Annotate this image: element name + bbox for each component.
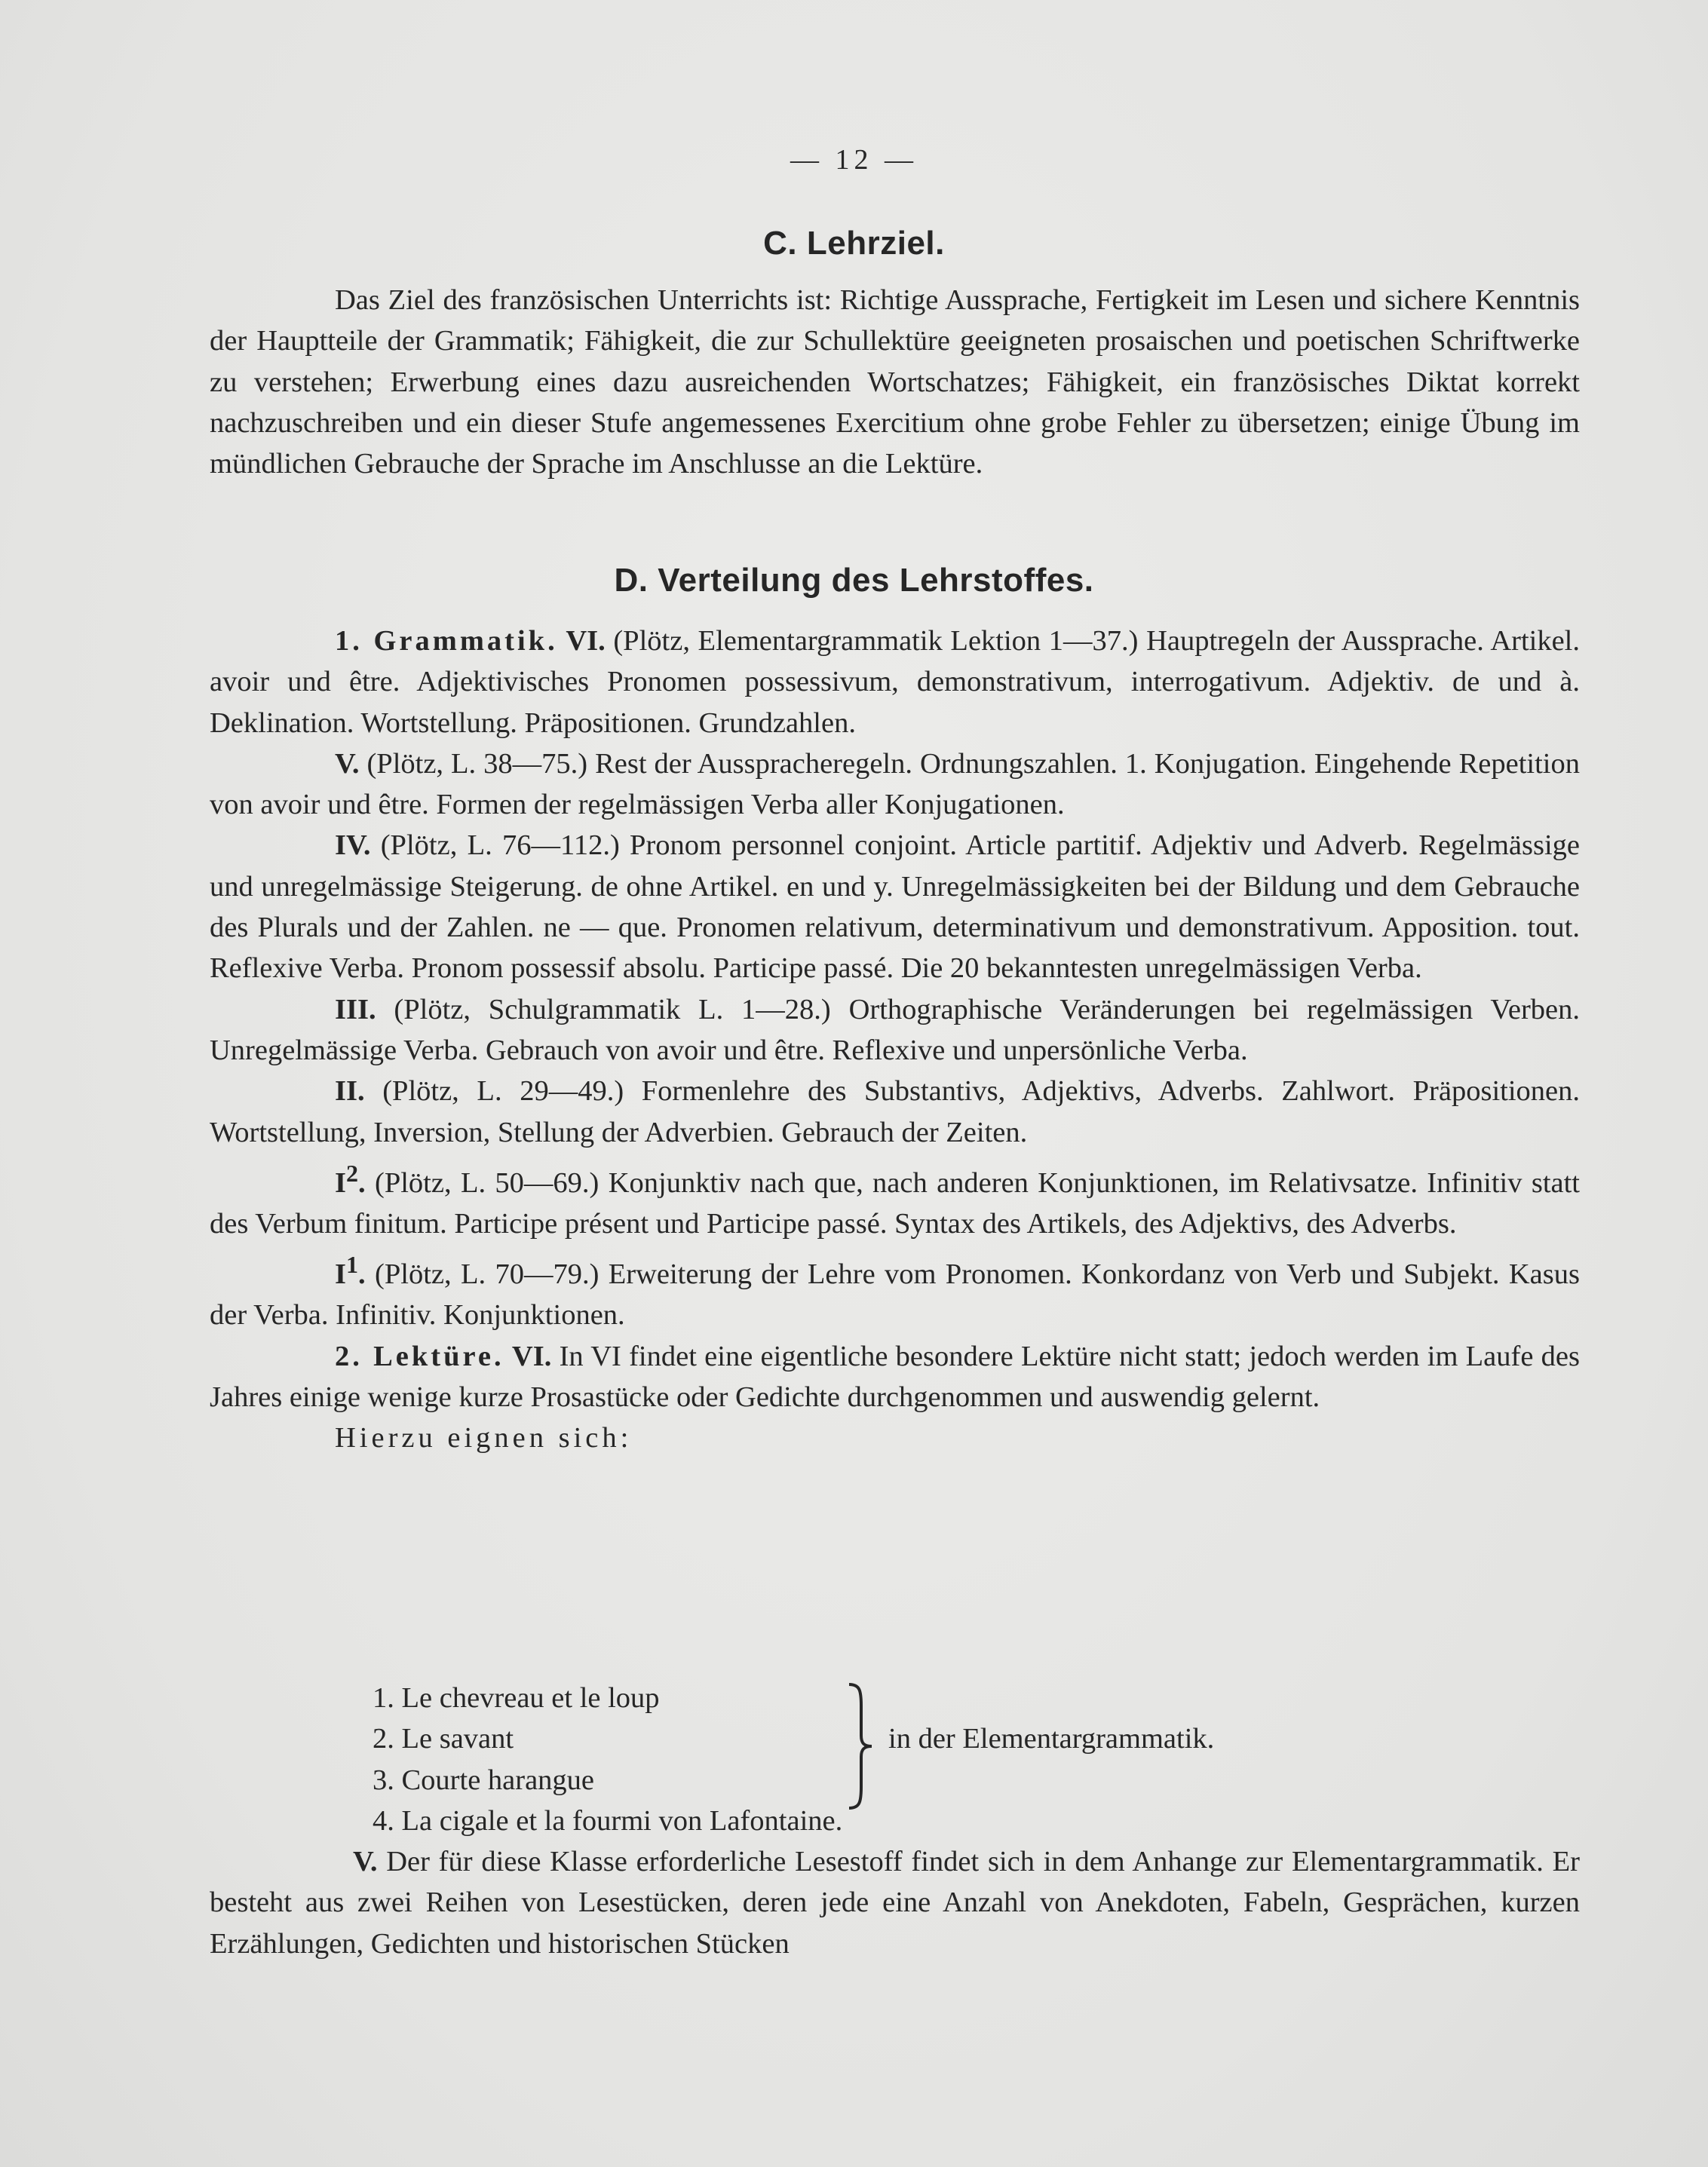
class-label-iii: III. bbox=[335, 993, 376, 1025]
grammatik-class-iv bbox=[210, 825, 1580, 988]
brace-note: in der Elementargrammatik. bbox=[888, 1723, 1215, 1755]
lektuere-class-v bbox=[210, 1841, 1580, 1964]
class-label-i1-suffix: . bbox=[358, 1258, 366, 1291]
class-label-i2-base: I bbox=[335, 1166, 346, 1199]
class-label-i1-sup: 1 bbox=[345, 1251, 359, 1279]
lektuere-class-vi bbox=[210, 1336, 1580, 1418]
section-d-title: D. Verteilung des Lehrstoffes. bbox=[614, 562, 1094, 599]
grammatik-section bbox=[210, 621, 1580, 1459]
lektuere-class-v-block bbox=[210, 1841, 1580, 1964]
lehrziel-paragraph: Das Ziel des französischen Unterrichts ist: Richtige Aussprache, Fertigkeit im Lesen und sichere Kenntnis der Hauptteile der Grammatik; Fähigkeit, die zur Schullektüre geeigneten prosaischen und poetischen Schriftwerke zu verstehen; Erwerbung eines dazu ausreichenden Wortschatzes; Fähigkeit, ein französisches Diktat korrekt nachzuschreiben und ein dieser Stufe angemessenes Exercitium ohne grobe Fehler zu übersetzen; einige Übung im mündlichen Gebrauche der Sprache im Anschlusse an die Lektüre. bbox=[210, 284, 1580, 480]
class-label-i2-sup: 2 bbox=[345, 1159, 359, 1187]
grammatik-class-vi bbox=[210, 621, 1580, 743]
class-label-iv: IV. bbox=[335, 829, 371, 862]
grammatik-class-i2 bbox=[210, 1153, 1580, 1244]
right-brace-icon bbox=[846, 1683, 876, 1810]
class-text-i1: (Plötz, L. 70—79.) Erweiterung der Lehre vom Pronomen. Konkordanz von Verb und Subjekt. Kasus der Verba. Infinitiv. Konjunktionen. bbox=[210, 1258, 1580, 1332]
class-text-i2: (Plötz, L. 50—69.) Konjunktiv nach que, nach anderen Konjunktionen, im Relativsatze. Infinitiv statt des Verbum finitum. Participe présent und Participe passé. Syntax des Artikels, des Adjektivs, des Adverbs. bbox=[210, 1166, 1580, 1240]
list-item: 3. Courte harangue bbox=[373, 1764, 594, 1796]
page-number: — 12 — bbox=[790, 144, 918, 176]
lektuere-label-v: V. bbox=[353, 1846, 378, 1877]
lektuere-text-vi: In VI findet eine eigentliche besondere Lektüre nicht statt; jedoch werden im Laufe des Jahres einige wenige kurze Prosastücke oder Gedichte durchgenommen und auswendig gelernt. bbox=[210, 1340, 1580, 1413]
grammatik-class-iii bbox=[210, 989, 1580, 1071]
grammatik-class-i1 bbox=[210, 1244, 1580, 1335]
class-label-ii: II. bbox=[335, 1075, 365, 1108]
grammatik-class-v bbox=[210, 743, 1580, 826]
grammatik-class-ii bbox=[210, 1071, 1580, 1153]
class-text-vi: (Plötz, Elementargrammatik Lektion 1—37.) Hauptregeln der Aussprache. Artikel. avoir und être. Adjektivisches Pronomen possessivum, demonstrativum, interrogativum. Adjektiv. de und à. Deklination. Wortstellung. Präpositionen. Grundzahlen. bbox=[210, 625, 1580, 739]
class-text-v: (Plötz, L. 38—75.) Rest der Ausspracheregeln. Ordnungszahlen. 1. Konjugation. Eingehende Repetition von avoir und être. Formen der regelmässigen Verba aller Konjugationen. bbox=[210, 747, 1580, 821]
lektuere-list bbox=[373, 1678, 842, 1841]
class-label-vi: VI. bbox=[566, 625, 606, 657]
list-item: 4. La cigale et la fourmi von Lafontaine. bbox=[373, 1804, 843, 1837]
lektuere-label-vi: VI. bbox=[511, 1340, 552, 1372]
class-label-i1 bbox=[335, 1251, 366, 1291]
grammatik-heading: 1. Grammatik. bbox=[335, 625, 558, 657]
lektuere-text-v: Der für diese Klasse erforderliche Lesestoff findet sich in dem Anhange zur Elementargrammatik. Er besteht aus zwei Reihen von Lesestücken, deren jede eine Anzahl von Anekdoten, Fabeln, Gesprächen, kurzen Erzählungen, Gedichten und historischen Stücken bbox=[210, 1846, 1580, 1960]
class-text-iii: (Plötz, Schulgrammatik L. 1—28.) Orthographische Veränderungen bei regelmässigen Verben. Unregelmässige Verba. Gebrauch von avoir und être. Reflexive und unpersönliche Verba. bbox=[210, 993, 1580, 1066]
lektuere-intro: Hierzu eignen sich: bbox=[335, 1422, 633, 1454]
class-label-i2 bbox=[335, 1159, 366, 1199]
list-item: 1. Le chevreau et le loup bbox=[373, 1682, 660, 1714]
lektuere-heading: 2. Lektüre. bbox=[335, 1340, 504, 1372]
class-label-v: V. bbox=[335, 747, 360, 780]
class-label-i1-base: I bbox=[335, 1258, 346, 1291]
list-item: 2. Le savant bbox=[373, 1723, 514, 1755]
class-text-iv: (Plötz, L. 76—112.) Pronom personnel conjoint. Article partitif. Adjektiv und Adverb. Regelmässige und unregelmässige Steigerung. de ohne Artikel. en und y. Unregelmässigkeiten bei der Bildung und dem Gebrauche des Plurals und der Zahlen. ne — que. Pronomen relativum, determinativum und demonstrativum. Apposition. tout. Reflexive Verba. Pronom possessif absolu. Participe passé. Die 20 bekanntesten unregelmässigen Verba. bbox=[210, 829, 1580, 985]
class-text-ii: (Plötz, L. 29—49.) Formenlehre des Substantivs, Adjektivs, Adverbs. Zahlwort. Präpositionen. Wortstellung, Inversion, Stellung der Adverbien. Gebrauch der Zeiten. bbox=[210, 1075, 1580, 1148]
class-label-i2-suffix: . bbox=[358, 1166, 366, 1199]
section-c-title: C. Lehrziel. bbox=[763, 225, 945, 262]
section-c-body bbox=[210, 280, 1580, 484]
